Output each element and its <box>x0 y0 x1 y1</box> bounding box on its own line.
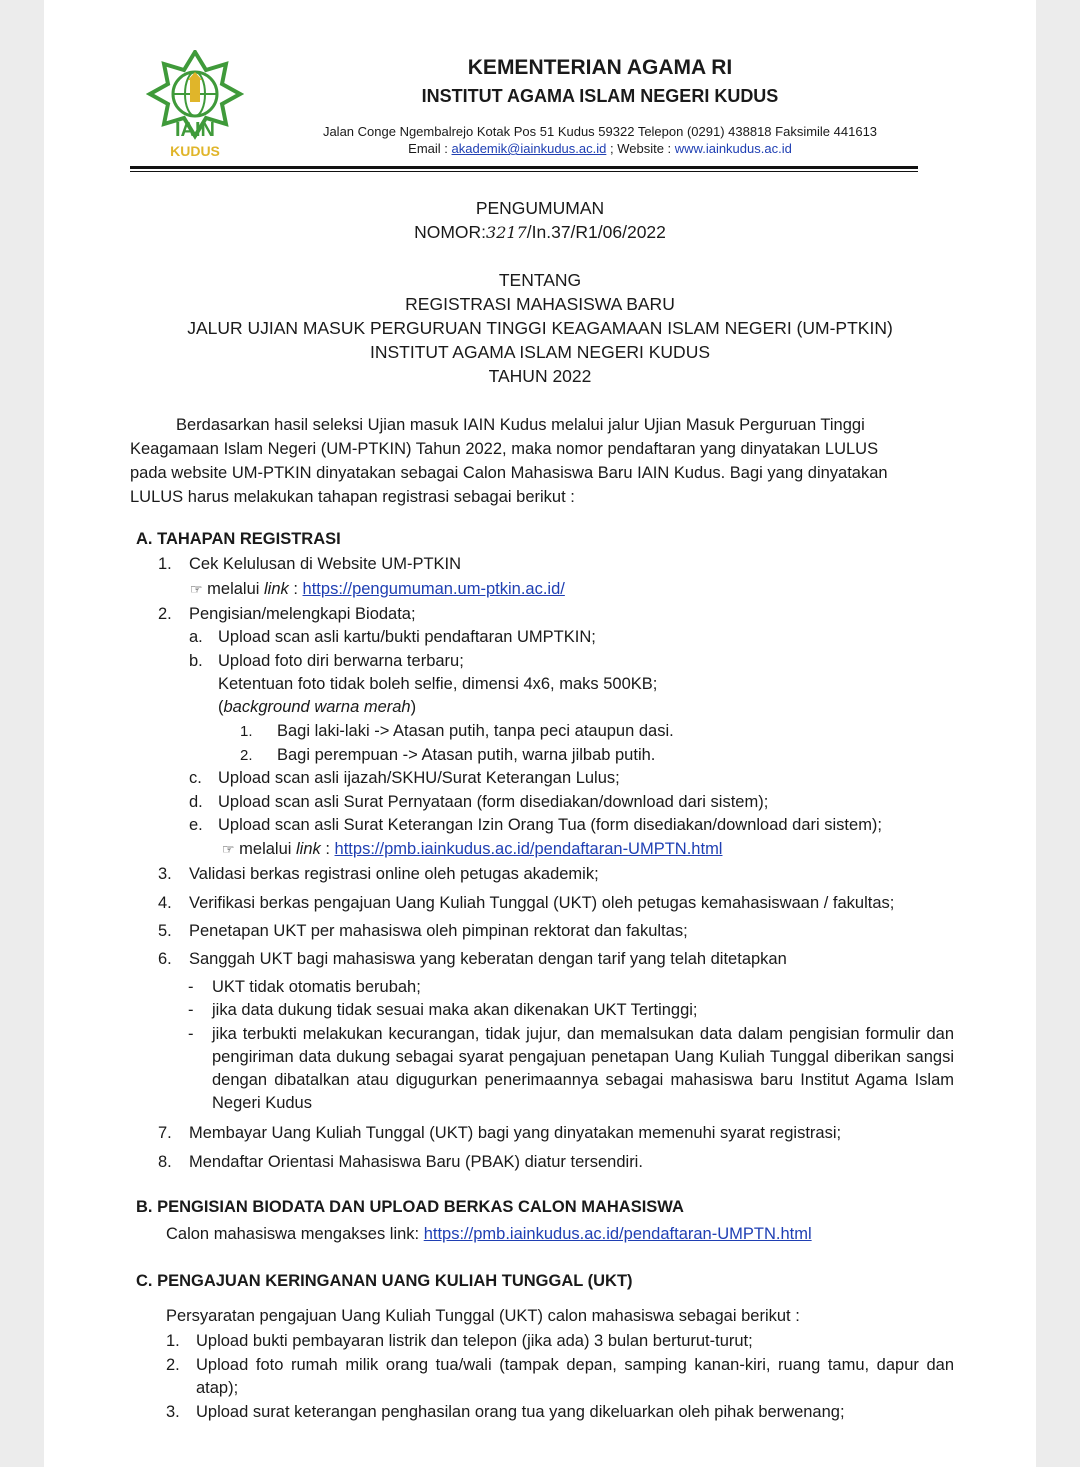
announcement-heading: PENGUMUMAN <box>475 198 605 218</box>
via-prefix: melalui <box>239 840 297 858</box>
intro-line-2: Keagamaan Islam Negeri (UM-PTKIN) Tahun 2022, maka nomor pendaftaran yang dinyatakan LULUS <box>130 440 879 458</box>
step-1-text: Cek Kelulusan di Website UM-PTKIN <box>189 555 462 573</box>
ministry-title: KEMENTERIAN AGAMA RI <box>467 56 733 79</box>
address-line: Jalan Conge Ngembalrejo Kotak Pos 51 Kudus 59322 Telepon (0291) 438818 Faksimile 441613 <box>322 124 878 139</box>
email-link[interactable]: akademik@iainkudus.ac.id <box>451 141 607 156</box>
req-1-number: 1. <box>166 1332 180 1350</box>
website-label: ; Website : <box>606 141 675 156</box>
background-note: background warna merah <box>223 698 411 716</box>
req-2-text: Upload foto rumah milik orang tua/wali (tampak depan, samping kanan-kiri, ruang tamu, dapur dan atap); <box>196 1356 954 1397</box>
dash-1: - <box>188 978 194 996</box>
step-6-text: Sanggah UKT bagi mahasiswa yang keberatan dengan tarif yang telah ditetapkan <box>189 950 787 968</box>
step-7-text: Membayar Uang Kuliah Tunggal (UKT) bagi yang dinyatakan memenuhi syarat registrasi; <box>189 1124 842 1142</box>
subject-line-2: JALUR UJIAN MASUK PERGURUAN TINGGI KEAGAMAAN ISLAM NEGERI (UM-PTKIN) <box>187 318 893 338</box>
step-1-number: 1. <box>158 555 172 573</box>
announcement-number <box>130 220 950 245</box>
intro-line-3: pada website UM-PTKIN dinyatakan sebagai Calon Mahasiswa Baru IAIN Kudus. Bagi yang dinyatakan <box>130 464 888 482</box>
step-7-number: 7. <box>158 1124 172 1142</box>
section-a-heading: A. TAHAPAN REGISTRASI <box>136 530 341 548</box>
subject-line-3: INSTITUT AGAMA ISLAM NEGERI KUDUS <box>369 342 711 362</box>
objection-note-3: jika terbukti melakukan kecurangan, tidak jujur, dan memalsukan data dalam pengisian formulir dan pengiriman data dukung sebagai syarat pengajuan penetapan Uang Kuliah Tunggal diberikan sangsi dengan dibatalkan atau digugurkan penerimaannya sebagai mahasiswa baru Institut Agama Islam Negeri Kudus <box>212 1025 954 1112</box>
photo-rule-2-number: 2. <box>240 747 253 764</box>
step-8-text: Mendaftar Orientasi Mahasiswa Baru (PBAK) diatur tersendiri. <box>189 1153 643 1171</box>
step-2d-text: Upload scan asli Surat Pernyataan (form disediakan/download dari sistem); <box>218 793 769 811</box>
logo-text-kudus: KUDUS <box>170 143 220 159</box>
website-link[interactable]: www.iainkudus.ac.id <box>674 141 792 156</box>
step-2b-note-2 <box>218 696 416 719</box>
step-2-text: Pengisian/melengkapi Biodata; <box>189 605 416 623</box>
contact-line <box>280 140 920 157</box>
req-3-text: Upload surat keterangan penghasilan orang tua yang dikeluarkan oleh pihak berwenang; <box>196 1403 845 1421</box>
step-5-text: Penetapan UKT per mahasiswa oleh pimpinan rektorat dan fakultas; <box>189 922 688 940</box>
via-colon: : <box>320 840 335 858</box>
step-8-number: 8. <box>158 1153 172 1171</box>
pengumuman-link[interactable]: https://pengumuman.um-ptkin.ac.id/ <box>302 580 565 598</box>
step-2b-note-1: Ketentuan foto tidak boleh selfie, dimensi 4x6, maks 500KB; <box>218 675 658 693</box>
institute-title: INSTITUT AGAMA ISLAM NEGERI KUDUS <box>421 86 779 106</box>
section-b-label: Calon mahasiswa mengakses link: <box>166 1225 424 1243</box>
step-1-link-row <box>190 578 565 601</box>
section-c-intro: Persyaratan pengajuan Uang Kuliah Tunggal (UKT) calon mahasiswa sebagai berikut : <box>166 1307 800 1325</box>
document-page <box>44 0 1036 1467</box>
subject-line-4: TAHUN 2022 <box>488 366 592 386</box>
step-2a-letter: a. <box>189 628 203 646</box>
step-3-text: Validasi berkas registrasi online oleh petugas akademik; <box>189 865 599 883</box>
section-c-heading: C. PENGAJUAN KERINGANAN UANG KULIAH TUNGGAL (UKT) <box>136 1272 633 1290</box>
intro-line-4: LULUS harus melakukan tahapan registrasi sebagai berikut : <box>130 488 575 506</box>
email-label: Email : <box>408 141 452 156</box>
step-2e-letter: e. <box>189 816 203 834</box>
pmb-link[interactable]: https://pmb.iainkudus.ac.id/pendaftaran-UMPTN.html <box>334 840 723 858</box>
logo-text-iain: IAIN <box>175 119 215 141</box>
step-2e-text: Upload scan asli Surat Keterangan Izin Orang Tua (form disediakan/download dari sistem); <box>218 816 883 834</box>
step-5-number: 5. <box>158 922 172 940</box>
header-divider-thin <box>130 171 918 172</box>
section-b-link[interactable]: https://pmb.iainkudus.ac.id/pendaftaran-UMPTN.html <box>423 1225 812 1243</box>
paren-open: ( <box>218 698 224 716</box>
tentang-label: TENTANG <box>498 270 582 290</box>
subject-line-1: REGISTRASI MAHASISWA BARU <box>405 294 675 314</box>
step-2d-letter: d. <box>189 793 203 811</box>
paren-close: ) <box>410 698 417 716</box>
photo-rule-1-text: Bagi laki-laki -> Atasan putih, tanpa peci ataupun dasi. <box>277 722 674 740</box>
objection-note-1: UKT tidak otomatis berubah; <box>212 978 421 996</box>
step-2-number: 2. <box>158 605 172 623</box>
objection-note-2: jika data dukung tidak sesuai maka akan dikenakan UKT Tertinggi; <box>212 1001 698 1019</box>
iain-kudus-logo <box>146 50 244 162</box>
req-1-text: Upload bukti pembayaran listrik dan telepon (jika ada) 3 bulan berturut-turut; <box>196 1332 753 1350</box>
step-2e-link-row <box>222 838 722 861</box>
nomor-label: NOMOR: <box>414 222 487 242</box>
photo-rule-1-number: 1. <box>240 723 253 740</box>
hand-pointer-icon: ☞ <box>190 581 203 597</box>
step-6-number: 6. <box>158 950 172 968</box>
header-divider-thick <box>130 166 918 169</box>
hand-pointer-icon: ☞ <box>222 841 235 857</box>
photo-rule-2-text: Bagi perempuan -> Atasan putih, warna jilbab putih. <box>277 746 656 764</box>
req-2-number: 2. <box>166 1356 180 1374</box>
req-3-number: 3. <box>166 1403 180 1421</box>
nomor-rest: /In.37/R1/06/2022 <box>526 222 666 242</box>
step-4-number: 4. <box>158 894 172 912</box>
via-colon: : <box>288 580 303 598</box>
via-link-word: link <box>264 580 289 598</box>
intro-line-1: Berdasarkan hasil seleksi Ujian masuk IAIN Kudus melalui jalur Ujian Masuk Perguruan Tinggi <box>176 416 865 434</box>
dash-2: - <box>188 1001 194 1019</box>
nomor-handwritten: 3217 <box>486 223 527 242</box>
step-2b-letter: b. <box>189 652 203 670</box>
via-link-word: link <box>296 840 321 858</box>
via-prefix: melalui <box>207 580 265 598</box>
step-3-number: 3. <box>158 865 172 883</box>
section-b-heading: B. PENGISIAN BIODATA DAN UPLOAD BERKAS CALON MAHASISWA <box>136 1198 684 1216</box>
dash-3: - <box>188 1025 194 1043</box>
section-b-text <box>166 1223 812 1246</box>
step-2c-letter: c. <box>189 769 202 787</box>
step-2c-text: Upload scan asli ijazah/SKHU/Surat Keterangan Lulus; <box>218 769 620 787</box>
step-2a-text: Upload scan asli kartu/bukti pendaftaran UMPTKIN; <box>218 628 596 646</box>
step-2b-text: Upload foto diri berwarna terbaru; <box>218 652 464 670</box>
step-4-text: Verifikasi berkas pengajuan Uang Kuliah Tunggal (UKT) oleh petugas kemahasiswaan / fakultas; <box>189 894 895 912</box>
